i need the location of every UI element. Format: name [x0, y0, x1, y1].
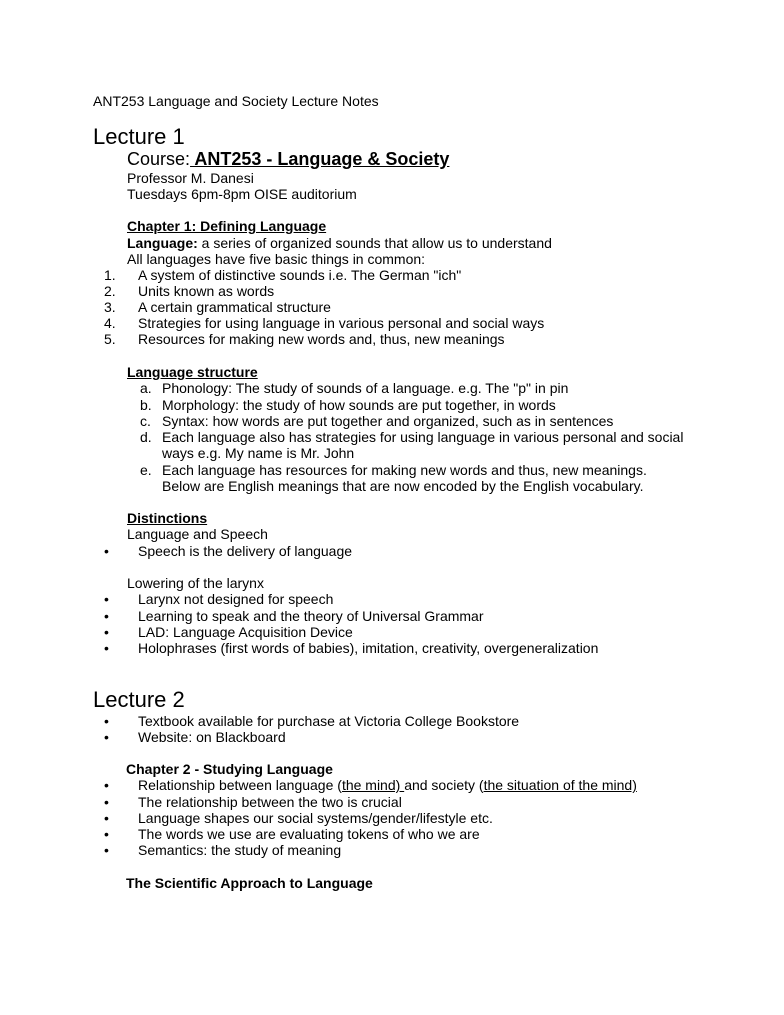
list-item-continuation: ways e.g. My name is Mr. John — [162, 445, 355, 461]
bullet-icon: • — [104, 640, 109, 656]
distinctions-subheading: Language and Speech — [127, 526, 268, 542]
relationship-pre: Relationship between language ( — [138, 777, 342, 793]
distinctions-title: Distinctions — [127, 510, 208, 526]
document-header: ANT253 Language and Society Lecture Notes — [93, 93, 379, 109]
bullet-icon: • — [104, 591, 109, 607]
chapter-2-title: Chapter 2 - Studying Language — [126, 761, 333, 777]
list-marker: d. — [140, 429, 152, 445]
definition-term: Language: — [127, 235, 198, 251]
chapter-1-title: Chapter 1: Defining Language — [127, 218, 327, 234]
bullet-icon: • — [104, 729, 109, 745]
list-item: Morphology: the study of how sounds are put together, in words — [162, 397, 556, 413]
list-item-continuation: Below are English meanings that are now encoded by the English vocabulary. — [162, 478, 644, 494]
list-item: Strategies for using language in various personal and social ways — [138, 315, 545, 331]
bullet-icon: • — [104, 826, 109, 842]
situation-text: the situation of the mind) — [483, 777, 637, 793]
list-marker: 5. — [104, 331, 116, 347]
list-marker: c. — [140, 413, 151, 429]
list-marker: 2. — [104, 283, 116, 299]
list-item: Learning to speak and the theory of Universal Grammar — [138, 608, 484, 624]
list-item: Each language also has strategies for using language in various personal and social — [162, 429, 684, 445]
language-definition — [127, 235, 552, 251]
schedule: Tuesdays 6pm-8pm OISE auditorium — [127, 186, 357, 202]
list-item: Language shapes our social systems/gender/lifestyle etc. — [138, 810, 493, 826]
bullet-icon: • — [104, 794, 109, 810]
list-item: Syntax: how words are put together and organized, such as in sentences — [162, 413, 614, 429]
five-things-intro: All languages have five basic things in common: — [127, 251, 426, 267]
list-item: Larynx not designed for speech — [138, 591, 334, 607]
list-marker: 3. — [104, 299, 116, 315]
list-item: Website: on Blackboard — [138, 729, 286, 745]
list-item: Units known as words — [138, 283, 275, 299]
list-item: Textbook available for purchase at Victoria College Bookstore — [138, 713, 520, 729]
language-structure-title: Language structure — [127, 364, 258, 380]
list-item: Speech is the delivery of language — [138, 543, 353, 559]
list-marker: a. — [140, 380, 152, 396]
bullet-icon: • — [104, 608, 109, 624]
definition-text: a series of organized sounds that allow us to understand — [197, 235, 552, 251]
course-name: ANT253 - Language & Society — [190, 149, 450, 169]
bullet-icon: • — [104, 624, 109, 640]
scientific-approach-title: The Scientific Approach to Language — [126, 875, 373, 891]
relationship-mid: and society ( — [404, 777, 484, 793]
list-item: Resources for making new words and, thus, new meanings — [138, 331, 505, 347]
list-marker: 1. — [104, 267, 116, 283]
larynx-subheading: Lowering of the larynx — [127, 575, 264, 591]
list-marker: 4. — [104, 315, 116, 331]
relationship-item — [138, 777, 637, 793]
course-title — [127, 149, 449, 170]
list-item: The relationship between the two is crucial — [138, 794, 402, 810]
bullet-icon: • — [104, 543, 109, 559]
list-marker: e. — [140, 462, 152, 478]
list-item: LAD: Language Acquisition Device — [138, 624, 353, 640]
list-item: Phonology: The study of sounds of a language. e.g. The "p" in pin — [162, 380, 569, 396]
list-item: Semantics: the study of meaning — [138, 842, 342, 858]
list-item: Each language has resources for making new words and thus, new meanings. — [162, 462, 647, 478]
lecture-2-heading: Lecture 2 — [93, 687, 185, 712]
list-item: Holophrases (first words of babies), imitation, creativity, overgeneralization — [138, 640, 599, 656]
bullet-icon: • — [104, 777, 109, 793]
bullet-icon: • — [104, 842, 109, 858]
list-item: The words we use are evaluating tokens of who we are — [138, 826, 480, 842]
list-item: A system of distinctive sounds i.e. The German "ich" — [138, 267, 462, 283]
the-mind-text: the mind) — [341, 777, 405, 793]
list-item: A certain grammatical structure — [138, 299, 331, 315]
course-prefix: Course: — [127, 149, 191, 169]
bullet-icon: • — [104, 810, 109, 826]
bullet-icon: • — [104, 713, 109, 729]
lecture-1-heading: Lecture 1 — [93, 124, 185, 149]
professor: Professor M. Danesi — [127, 170, 254, 186]
list-marker: b. — [140, 397, 152, 413]
